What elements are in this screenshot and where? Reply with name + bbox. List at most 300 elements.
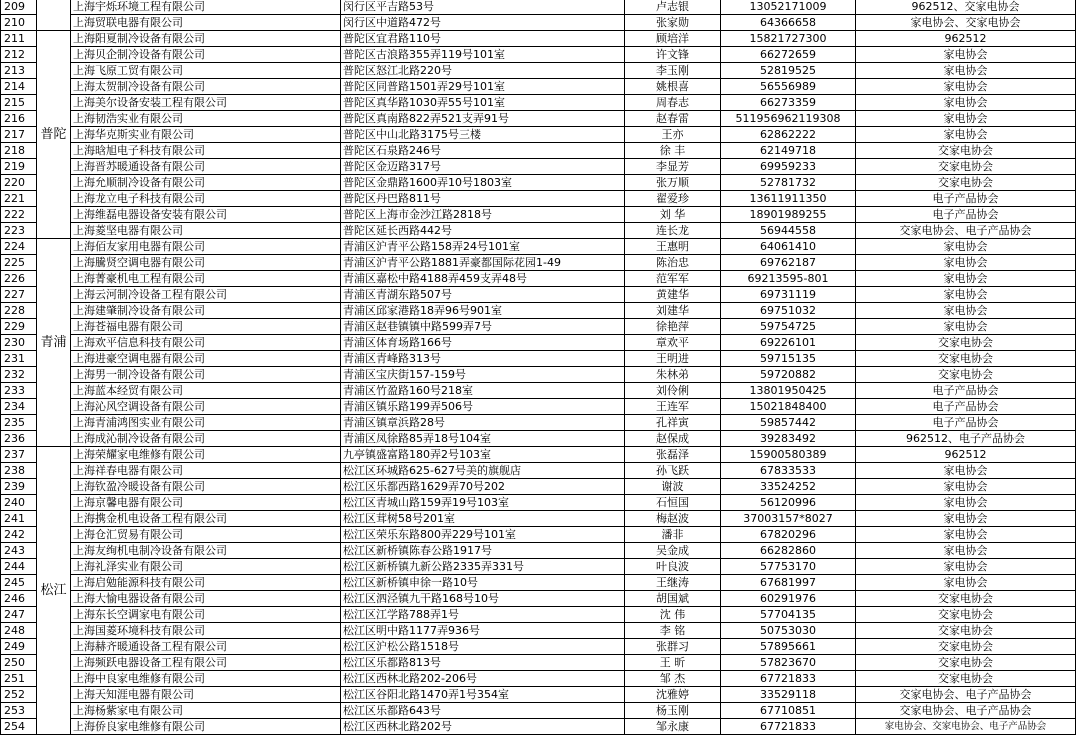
row-number: 231 [1, 351, 37, 367]
company-address: 青浦区沪青平公路158弄24号101室 [341, 239, 625, 255]
phone-number: 67721833 [721, 671, 856, 687]
table-row [1, 383, 1076, 399]
table-row [1, 575, 1076, 591]
row-number: 248 [1, 623, 37, 639]
contact-person: 张群习 [625, 639, 721, 655]
company-name: 上海沁风空调设备有限公司 [71, 399, 341, 415]
company-name: 上海允顺制冷设备有限公司 [71, 175, 341, 191]
phone-number: 69959233 [721, 159, 856, 175]
contact-person: 谢波 [625, 479, 721, 495]
row-number: 241 [1, 511, 37, 527]
row-number: 227 [1, 287, 37, 303]
row-number: 213 [1, 63, 37, 79]
phone-number: 64366658 [721, 15, 856, 31]
company-name: 上海维磊电器设备安装有限公司 [71, 207, 341, 223]
company-name: 上海荣耀家电维修有限公司 [71, 447, 341, 463]
row-number: 226 [1, 271, 37, 287]
company-address: 青浦区凤徐路85弄18号104室 [341, 431, 625, 447]
phone-number: 56944558 [721, 223, 856, 239]
contact-person: 许文锋 [625, 47, 721, 63]
row-number: 235 [1, 415, 37, 431]
table-row [1, 591, 1076, 607]
association: 家电协会 [856, 255, 1076, 271]
table-row [1, 719, 1076, 735]
phone-number: 67721833 [721, 719, 856, 735]
phone-number: 69213595-801 [721, 271, 856, 287]
company-address: 松江区西林北路202-206号 [341, 671, 625, 687]
table-row [1, 367, 1076, 383]
contact-person: 孔祥寅 [625, 415, 721, 431]
contact-person: 王 昕 [625, 655, 721, 671]
company-name: 上海东长空调家电有限公司 [71, 607, 341, 623]
company-address: 青浦区镇乐路199弄506号 [341, 399, 625, 415]
row-number: 215 [1, 95, 37, 111]
company-name: 上海菁豪机电工程有限公司 [71, 271, 341, 287]
contact-person: 刘建华 [625, 303, 721, 319]
contact-person: 翟爱珍 [625, 191, 721, 207]
company-address: 普陀区上海市金沙江路2818号 [341, 207, 625, 223]
row-number: 209 [1, 0, 37, 15]
company-name: 上海太贺制冷设备有限公司 [71, 79, 341, 95]
association: 交家电协会、电子产品协会 [856, 223, 1076, 239]
company-address: 松江区泗泾镇九干路168号10号 [341, 591, 625, 607]
contact-person: 石恒国 [625, 495, 721, 511]
company-address: 普陀区同普路1501弄29号101室 [341, 79, 625, 95]
phone-number: 37003157*8027 [721, 511, 856, 527]
association: 家电协会、交家电协会 [856, 15, 1076, 31]
company-address: 青浦区体育场路166号 [341, 335, 625, 351]
association: 交家电协会 [856, 159, 1076, 175]
association: 交家电协会 [856, 623, 1076, 639]
row-number: 253 [1, 703, 37, 719]
contact-person: 顾培洋 [625, 31, 721, 47]
contact-person: 周春志 [625, 95, 721, 111]
association: 家电协会 [856, 303, 1076, 319]
table-row [1, 463, 1076, 479]
company-address: 松江区沪松公路1518号 [341, 639, 625, 655]
company-address: 九亭镇盛富路180弄2号103室 [341, 447, 625, 463]
row-number: 212 [1, 47, 37, 63]
table-row [1, 159, 1076, 175]
row-number: 221 [1, 191, 37, 207]
contact-person: 陈治忠 [625, 255, 721, 271]
association: 交家电协会 [856, 367, 1076, 383]
district-cell: 普陀 [37, 31, 71, 239]
association: 交家电协会 [856, 655, 1076, 671]
row-number: 251 [1, 671, 37, 687]
row-number: 218 [1, 143, 37, 159]
association: 962512 [856, 447, 1076, 463]
phone-number: 56120996 [721, 495, 856, 511]
company-address: 青浦区竹盈路160号218室 [341, 383, 625, 399]
table-row [1, 223, 1076, 239]
company-address: 松江区新桥镇九新公路2335弄331号 [341, 559, 625, 575]
row-number: 219 [1, 159, 37, 175]
row-number: 230 [1, 335, 37, 351]
row-number: 240 [1, 495, 37, 511]
association: 962512、电子产品协会 [856, 431, 1076, 447]
row-number: 210 [1, 15, 37, 31]
table-row [1, 111, 1076, 127]
company-address: 松江区新桥镇陈春公路1917号 [341, 543, 625, 559]
association: 家电协会 [856, 319, 1076, 335]
association: 家电协会 [856, 63, 1076, 79]
contact-person: 王亦 [625, 127, 721, 143]
table-row [1, 351, 1076, 367]
company-name: 上海菱坚电器有限公司 [71, 223, 341, 239]
company-name: 上海晋苏暖通设备有限公司 [71, 159, 341, 175]
phone-number: 69751032 [721, 303, 856, 319]
row-number: 238 [1, 463, 37, 479]
association: 家电协会 [856, 511, 1076, 527]
company-address: 松江区新桥镇申徐一路10号 [341, 575, 625, 591]
contact-person: 胡国斌 [625, 591, 721, 607]
phone-number: 13801950425 [721, 383, 856, 399]
phone-number: 59754725 [721, 319, 856, 335]
row-number: 216 [1, 111, 37, 127]
merchant-table-body [1, 0, 1076, 735]
company-name: 上海祥春电器有限公司 [71, 463, 341, 479]
association: 家电协会、交家电协会、电子产品协会 [856, 719, 1076, 735]
company-address: 闵行区中道路472号 [341, 15, 625, 31]
phone-number: 62862222 [721, 127, 856, 143]
company-address: 普陀区金鼎路1600弄10号1803室 [341, 175, 625, 191]
table-row [1, 239, 1076, 255]
table-row [1, 527, 1076, 543]
row-number: 224 [1, 239, 37, 255]
phone-number: 67681997 [721, 575, 856, 591]
company-name: 上海建肇制冷设备有限公司 [71, 303, 341, 319]
table-row [1, 319, 1076, 335]
table-row [1, 255, 1076, 271]
contact-person: 邹 杰 [625, 671, 721, 687]
company-name: 上海男一制冷设备有限公司 [71, 367, 341, 383]
company-address: 青浦区嘉松中路4188弄459支弄48号 [341, 271, 625, 287]
company-address: 松江区乐都路643号 [341, 703, 625, 719]
association: 家电协会 [856, 575, 1076, 591]
phone-number: 67820296 [721, 527, 856, 543]
company-address: 闵行区平吉路53号 [341, 0, 625, 15]
table-row [1, 415, 1076, 431]
phone-number: 15900580389 [721, 447, 856, 463]
company-name: 上海阳夏制冷设备有限公司 [71, 31, 341, 47]
contact-person: 叶良波 [625, 559, 721, 575]
row-number: 214 [1, 79, 37, 95]
table-row [1, 143, 1076, 159]
row-number: 228 [1, 303, 37, 319]
company-name: 上海侨良家电维修有限公司 [71, 719, 341, 735]
association: 962512、交家电协会 [856, 0, 1076, 15]
association: 家电协会 [856, 47, 1076, 63]
company-address: 青浦区宝庆街157-159号 [341, 367, 625, 383]
phone-number: 18901989255 [721, 207, 856, 223]
row-number: 233 [1, 383, 37, 399]
phone-number: 52819525 [721, 63, 856, 79]
association: 电子产品协会 [856, 399, 1076, 415]
contact-person: 张磊泽 [625, 447, 721, 463]
phone-number: 56556989 [721, 79, 856, 95]
association: 交家电协会 [856, 143, 1076, 159]
row-number: 254 [1, 719, 37, 735]
table-row [1, 607, 1076, 623]
company-name: 上海騰贤空调电器有限公司 [71, 255, 341, 271]
phone-number: 52781732 [721, 175, 856, 191]
company-address: 松江区谷阳北路1470弄1号354室 [341, 687, 625, 703]
association: 家电协会 [856, 127, 1076, 143]
table-row [1, 511, 1076, 527]
table-row [1, 639, 1076, 655]
company-name: 上海云河制冷设备工程有限公司 [71, 287, 341, 303]
row-number: 211 [1, 31, 37, 47]
table-row [1, 47, 1076, 63]
company-name: 上海宇烁环境工程有限公司 [71, 0, 341, 15]
table-row [1, 0, 1076, 15]
association: 交家电协会、电子产品协会 [856, 687, 1076, 703]
row-number: 223 [1, 223, 37, 239]
contact-person: 吴金成 [625, 543, 721, 559]
association: 家电协会 [856, 79, 1076, 95]
contact-person: 李玉刚 [625, 63, 721, 79]
association: 家电协会 [856, 95, 1076, 111]
contact-person: 梅赵波 [625, 511, 721, 527]
company-name: 上海友绚机电制冷设备有限公司 [71, 543, 341, 559]
contact-person: 张万顺 [625, 175, 721, 191]
phone-number: 13052171009 [721, 0, 856, 15]
company-address: 普陀区怒江北路220号 [341, 63, 625, 79]
row-number: 245 [1, 575, 37, 591]
association: 家电协会 [856, 271, 1076, 287]
association: 家电协会 [856, 463, 1076, 479]
contact-person: 杨玉刚 [625, 703, 721, 719]
row-number: 232 [1, 367, 37, 383]
company-name: 上海国菱环境科技有限公司 [71, 623, 341, 639]
contact-person: 范军军 [625, 271, 721, 287]
association: 家电协会 [856, 479, 1076, 495]
association: 家电协会 [856, 287, 1076, 303]
table-row [1, 79, 1076, 95]
contact-person: 姚根喜 [625, 79, 721, 95]
company-name: 上海启勉能源科技有限公司 [71, 575, 341, 591]
association: 交家电协会 [856, 639, 1076, 655]
row-number: 249 [1, 639, 37, 655]
company-address: 普陀区金迈路317号 [341, 159, 625, 175]
phone-number: 15021848400 [721, 399, 856, 415]
table-row [1, 687, 1076, 703]
company-address: 青浦区沪青平公路1881弄豪都国际花园1-49 [341, 255, 625, 271]
contact-person: 李 铭 [625, 623, 721, 639]
table-row [1, 271, 1076, 287]
phone-number: 57704135 [721, 607, 856, 623]
association: 电子产品协会 [856, 383, 1076, 399]
district-cell: 松江 [37, 447, 71, 735]
row-number: 250 [1, 655, 37, 671]
phone-number: 39283492 [721, 431, 856, 447]
association: 电子产品协会 [856, 191, 1076, 207]
contact-person: 赵春雷 [625, 111, 721, 127]
phone-number: 66273359 [721, 95, 856, 111]
contact-person: 刘伶俐 [625, 383, 721, 399]
association: 家电协会 [856, 543, 1076, 559]
phone-number: 59715135 [721, 351, 856, 367]
company-address: 松江区茸树58号201室 [341, 511, 625, 527]
association: 家电协会 [856, 111, 1076, 127]
row-number: 247 [1, 607, 37, 623]
company-name: 上海频跃电器设备工程有限公司 [71, 655, 341, 671]
table-row [1, 655, 1076, 671]
company-address: 青浦区青峰路313号 [341, 351, 625, 367]
company-name: 上海蓝本经贸有限公司 [71, 383, 341, 399]
table-row [1, 63, 1076, 79]
row-number: 217 [1, 127, 37, 143]
company-address: 青浦区邱家港路18弄96号901室 [341, 303, 625, 319]
row-number: 246 [1, 591, 37, 607]
table-row [1, 127, 1076, 143]
phone-number: 33529118 [721, 687, 856, 703]
table-row [1, 191, 1076, 207]
association: 家电协会 [856, 495, 1076, 511]
company-address: 青浦区青湖东路507号 [341, 287, 625, 303]
contact-person: 徐艳萍 [625, 319, 721, 335]
company-name: 上海青浦鸿图实业有限公司 [71, 415, 341, 431]
contact-person: 潘非 [625, 527, 721, 543]
company-address: 普陀区宜君路110号 [341, 31, 625, 47]
phone-number: 15821727300 [721, 31, 856, 47]
association: 交家电协会 [856, 175, 1076, 191]
row-number: 237 [1, 447, 37, 463]
company-address: 青浦区赵巷镇镇中路599弄7号 [341, 319, 625, 335]
row-number: 252 [1, 687, 37, 703]
contact-person: 王继涛 [625, 575, 721, 591]
district-cell [37, 0, 71, 31]
phone-number: 69731119 [721, 287, 856, 303]
phone-number: 67710851 [721, 703, 856, 719]
association: 交家电协会、电子产品协会 [856, 703, 1076, 719]
company-address: 松江区乐都路813号 [341, 655, 625, 671]
table-row [1, 543, 1076, 559]
phone-number: 66272659 [721, 47, 856, 63]
phone-number: 57895661 [721, 639, 856, 655]
phone-number: 57823670 [721, 655, 856, 671]
table-row [1, 623, 1076, 639]
contact-person: 赵保成 [625, 431, 721, 447]
company-name: 上海携金机电设备工程有限公司 [71, 511, 341, 527]
phone-number: 13611911350 [721, 191, 856, 207]
association: 交家电协会 [856, 335, 1076, 351]
table-row [1, 479, 1076, 495]
phone-number: 60291976 [721, 591, 856, 607]
phone-number: 67833533 [721, 463, 856, 479]
company-name: 上海美尔设备安装工程有限公司 [71, 95, 341, 111]
company-address: 普陀区延长西路442号 [341, 223, 625, 239]
contact-person: 章欢平 [625, 335, 721, 351]
company-address: 普陀区古浪路355弄119号101室 [341, 47, 625, 63]
table-row [1, 447, 1076, 463]
company-address: 松江区江学路788弄1号 [341, 607, 625, 623]
company-address: 松江区荣乐东路800弄229号101室 [341, 527, 625, 543]
district-cell: 青浦 [37, 239, 71, 447]
association: 电子产品协会 [856, 207, 1076, 223]
row-number: 243 [1, 543, 37, 559]
contact-person: 沈 伟 [625, 607, 721, 623]
table-row [1, 15, 1076, 31]
company-name: 上海赫齐暖通设备工程有限公司 [71, 639, 341, 655]
company-name: 上海飞原工贸有限公司 [71, 63, 341, 79]
company-name: 上海贝企制冷设备有限公司 [71, 47, 341, 63]
table-row [1, 207, 1076, 223]
contact-person: 连长龙 [625, 223, 721, 239]
contact-person: 朱林弟 [625, 367, 721, 383]
table-row [1, 703, 1076, 719]
association: 家电协会 [856, 239, 1076, 255]
phone-number: 59857442 [721, 415, 856, 431]
association: 交家电协会 [856, 591, 1076, 607]
company-name: 上海杨紫家电有限公司 [71, 703, 341, 719]
table-row [1, 287, 1076, 303]
contact-person: 王惠明 [625, 239, 721, 255]
row-number: 244 [1, 559, 37, 575]
company-name: 上海钦盈冷暖设备有限公司 [71, 479, 341, 495]
contact-person: 王明进 [625, 351, 721, 367]
association: 962512 [856, 31, 1076, 47]
contact-person: 卢志银 [625, 0, 721, 15]
company-name: 上海晗旭电子科技有限公司 [71, 143, 341, 159]
company-address: 松江区青城山路159弄19号103室 [341, 495, 625, 511]
phone-number: 64061410 [721, 239, 856, 255]
company-name: 上海华克斯实业有限公司 [71, 127, 341, 143]
table-row [1, 671, 1076, 687]
row-number: 220 [1, 175, 37, 191]
company-address: 普陀区中山北路3175号三楼 [341, 127, 625, 143]
association: 交家电协会 [856, 607, 1076, 623]
phone-number: 57753170 [721, 559, 856, 575]
row-number: 222 [1, 207, 37, 223]
contact-person: 张家勋 [625, 15, 721, 31]
contact-person: 刘 华 [625, 207, 721, 223]
company-name: 上海大愉电器设备有限公司 [71, 591, 341, 607]
phone-number: 50753030 [721, 623, 856, 639]
company-name: 上海仓汇贸易有限公司 [71, 527, 341, 543]
row-number: 229 [1, 319, 37, 335]
company-name: 上海龙立电子科技有限公司 [71, 191, 341, 207]
phone-number: 62149718 [721, 143, 856, 159]
table-row [1, 559, 1076, 575]
phone-number: 33524252 [721, 479, 856, 495]
contact-person: 黄建华 [625, 287, 721, 303]
company-address: 松江区明中路1177弄936号 [341, 623, 625, 639]
company-address: 青浦区镇章浜路28号 [341, 415, 625, 431]
association: 交家电协会 [856, 671, 1076, 687]
company-address: 普陀区真华路1030弄55号101室 [341, 95, 625, 111]
row-number: 239 [1, 479, 37, 495]
company-address: 普陀区丹巴路811号 [341, 191, 625, 207]
table-row [1, 495, 1076, 511]
phone-number: 69762187 [721, 255, 856, 271]
company-name: 上海礼泽实业有限公司 [71, 559, 341, 575]
association: 电子产品协会 [856, 415, 1076, 431]
table-row [1, 431, 1076, 447]
contact-person: 徐 丰 [625, 143, 721, 159]
contact-person: 孙飞跃 [625, 463, 721, 479]
association: 家电协会 [856, 527, 1076, 543]
row-number: 242 [1, 527, 37, 543]
table-row [1, 303, 1076, 319]
table-row [1, 399, 1076, 415]
phone-number: 59720882 [721, 367, 856, 383]
contact-person: 邹永康 [625, 719, 721, 735]
contact-person: 沈雅婷 [625, 687, 721, 703]
company-address: 普陀区石泉路246号 [341, 143, 625, 159]
company-name: 上海京馨电器有限公司 [71, 495, 341, 511]
